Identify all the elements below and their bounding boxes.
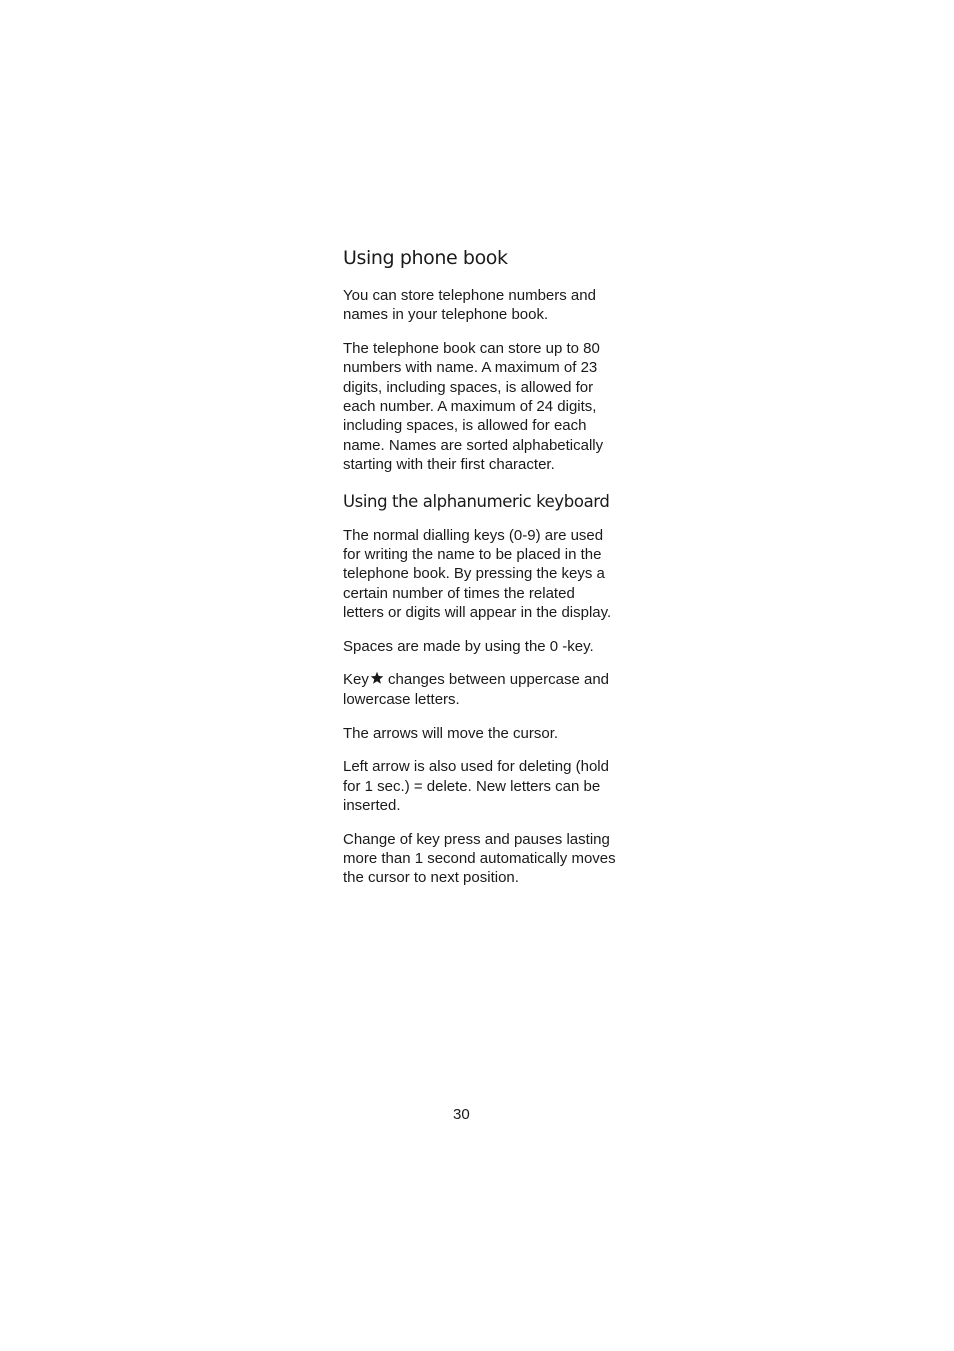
spaces-paragraph: Spaces are made by using the 0 -key. — [343, 637, 594, 655]
star-key-prefix: Key — [343, 671, 369, 689]
intro-paragraph-2: The telephone book can store up to 80 numbers with name. A maximum of 23 digits, including spaces, is allowed for each number. A maximum of 24 digits, including spaces, is allowed for each name. Names are sorted alphabetically starting with their first character. — [343, 340, 604, 473]
star-key-paragraph — [343, 670, 618, 709]
page-number: 30 — [453, 1106, 470, 1123]
subsection-title: Using the alphanumeric keyboard — [343, 491, 610, 511]
page-content — [343, 244, 618, 902]
section-title: Using phone book — [343, 247, 508, 269]
dialling-keys-paragraph: The normal dialling keys (0-9) are used for writing the name to be placed in the telephone book. By pressing the keys a certain number of times the related letters or digits will appear in the display. — [343, 526, 612, 621]
arrows-paragraph: The arrows will move the cursor. — [343, 724, 559, 742]
pauses-paragraph: Change of key press and pauses lasting more than 1 second automatically moves the cursor to next position. — [343, 830, 616, 887]
left-arrow-paragraph: Left arrow is also used for deleting (hold for 1 sec.) = delete. New letters can be inserted. — [343, 758, 609, 814]
star-key-suffix: changes between uppercase and lowercase letters. — [343, 671, 610, 708]
intro-paragraph-1: You can store telephone numbers and names in your telephone book. — [343, 287, 596, 324]
star-icon — [370, 671, 384, 685]
